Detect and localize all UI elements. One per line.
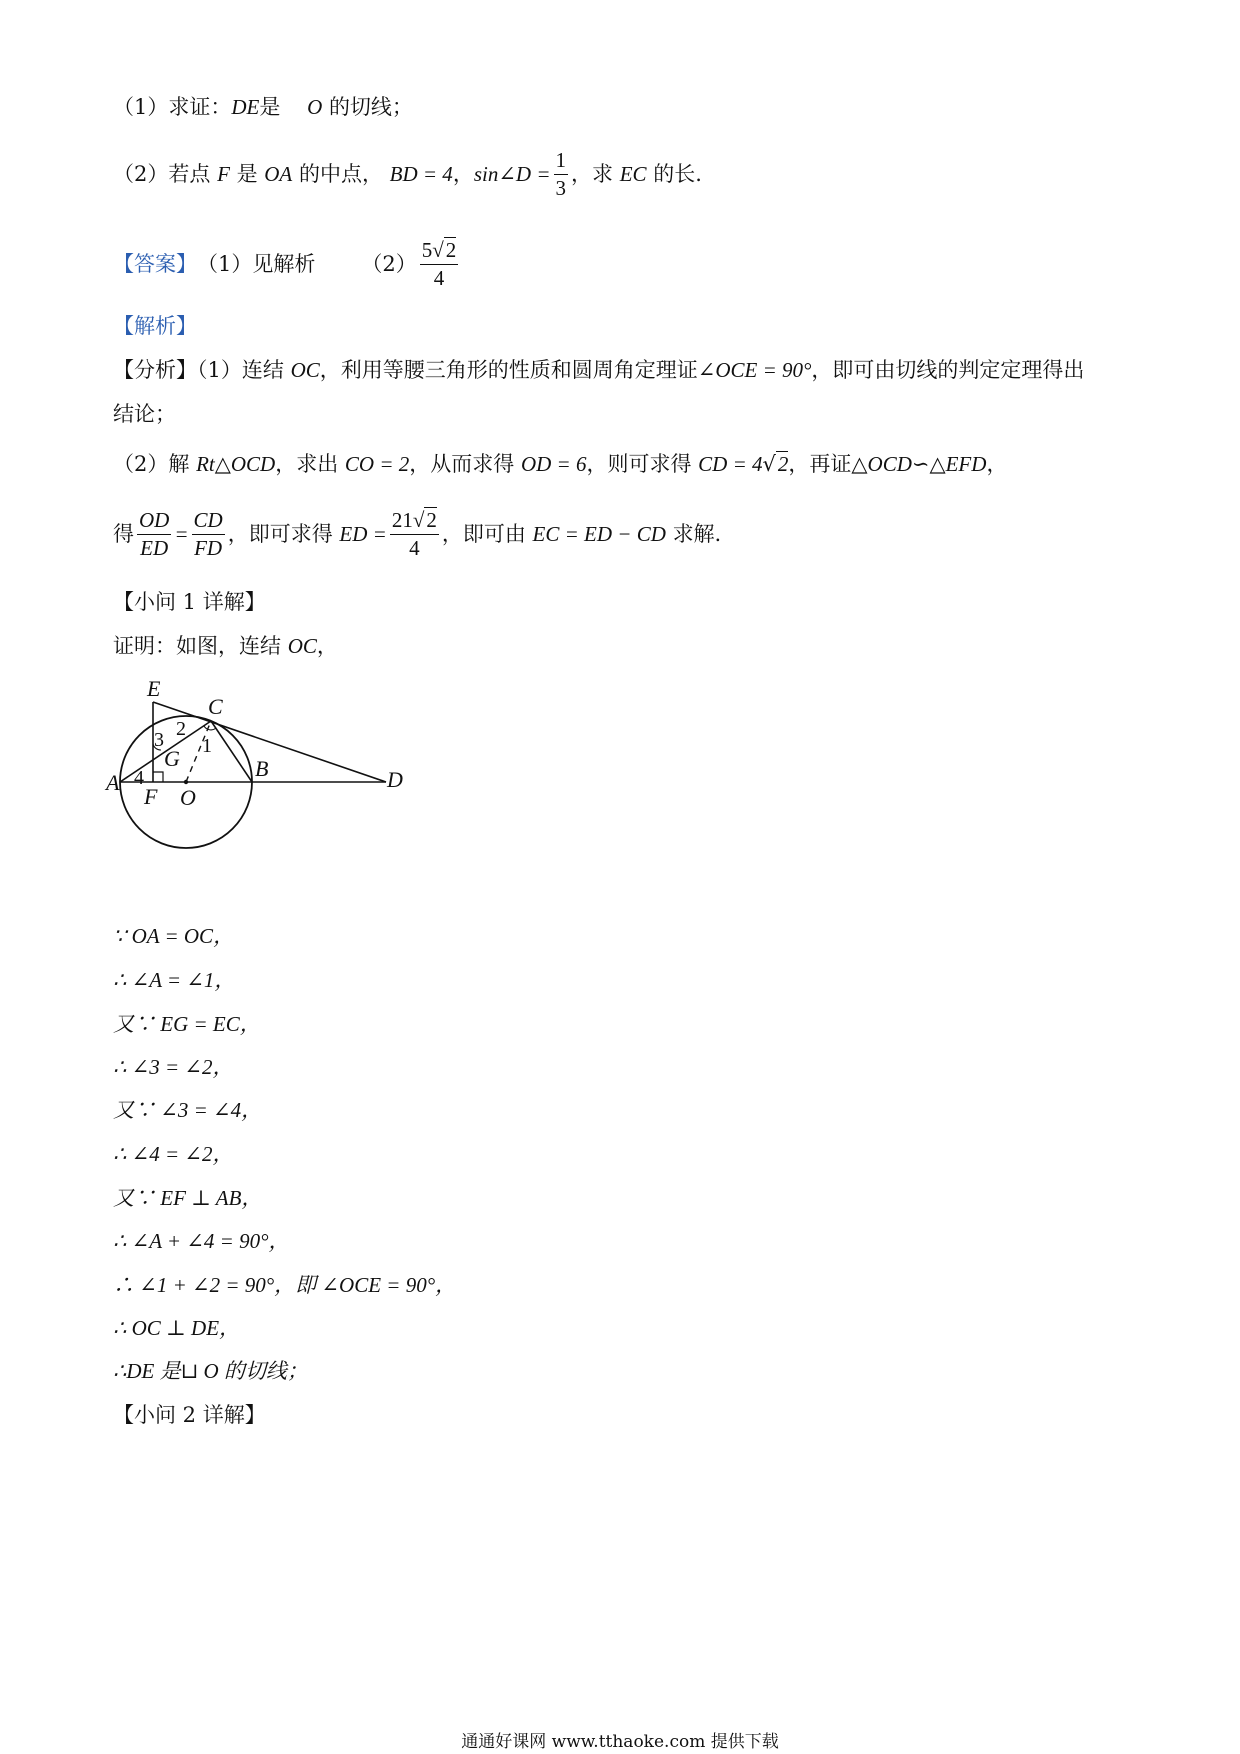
q2-bd: BD = 4 (389, 162, 453, 186)
label-b: B (255, 756, 269, 781)
fraction-ed-value: $\frac{21√2}{4}$ (391, 508, 437, 560)
subquestion-2-title: 【小问 2 详解】 (113, 1403, 266, 1427)
proof-step: 又∵ EG = EC， (113, 1012, 261, 1036)
right-angle-mark (153, 772, 163, 782)
q2-sin: sin∠D = (473, 162, 551, 186)
analysis-line-2: 结论； (113, 402, 176, 426)
q2-text-b: 是 (236, 162, 258, 186)
q1-de: DE (231, 95, 260, 119)
label-f: F (144, 784, 158, 809)
q1-mid: 是 (259, 95, 281, 119)
proof-step: ∴ ∠3 = ∠2， (113, 1055, 234, 1079)
answer-line (113, 240, 461, 289)
label-a: A (106, 770, 120, 795)
answer-2-fraction: $\frac{5√2}{4}$ (421, 238, 457, 290)
q1-o: O (307, 95, 323, 119)
fraction-od-ed: $\frac{OD}{ED}$ (139, 508, 170, 560)
q2-text-c: 的中点， (298, 162, 383, 186)
label-c: C (208, 694, 223, 719)
proof-step: ∴ ∠1 + ∠2 = 90°，即 ∠OCE = 90°， (113, 1273, 457, 1297)
q2-oa: OA (264, 162, 293, 186)
subquestion-1-title: 【小问 1 详解】 (113, 590, 266, 614)
label-4: 4 (134, 767, 144, 789)
point-o (184, 780, 188, 784)
q2-f: F (217, 162, 230, 186)
answer-1: （1）见解析 (197, 252, 316, 276)
label-2: 2 (176, 718, 186, 740)
question-2: （2）若点 F 是 OA 的中点， BD = 4 ， sin∠D = $\frac{1}{3}$ ，求 EC 的长. (113, 148, 702, 200)
answer-2-label: （2） (361, 252, 417, 276)
q1-text: （1）求证： (113, 95, 232, 119)
analysis-line-1: 【分析】（1）连结 OC，利用等腰三角形的性质和圆周角定理证∠OCE = 90°，即可由切线的判定定理得出 (113, 358, 1085, 382)
q2-text-d: ，求 (571, 162, 614, 186)
proof-step: ∴ ∠A = ∠1， (113, 968, 236, 992)
footer: 通通好课网 www.tthaoke.com 提供下载 (461, 1732, 779, 1752)
proof-step: ∴ OC ⊥ DE， (113, 1316, 241, 1340)
label-3: 3 (154, 729, 164, 751)
line-cb (211, 721, 252, 782)
proof-step: ∴DE 是⊔ O 的切线； (113, 1359, 308, 1383)
fraction-cd-fd: $\frac{CD}{FD}$ (193, 508, 223, 560)
q1-end: 的切线； (328, 95, 413, 119)
label-g: G (164, 746, 180, 771)
q2-text-a: （2）若点 (113, 162, 211, 186)
q2-text-e: 的长. (653, 162, 702, 186)
label-d: D (387, 767, 403, 792)
label-o: O (180, 785, 196, 810)
q2-ec: EC (619, 162, 647, 186)
proof-step: ∵ OA = OC， (113, 924, 235, 948)
analysis-line-4: 得 $\frac{OD}{ED}$ = $\frac{CD}{FD}$ ，即可求得 ED = $\frac{21√2}{4}$ ，即可由 EC = ED − CD 求解. (113, 508, 722, 560)
proof-intro: 证明：如图，连结 OC， (113, 634, 338, 658)
answer-tag: 【答案】 (113, 252, 197, 276)
label-1: 1 (202, 735, 212, 757)
analysis-line-3: （2）解 Rt△OCD，求出 CO = 2，从而求得 OD = 6，则可求得 CD = 4√2，再证△OCD∽△EFD， (113, 452, 1008, 476)
proof-step: 又∵ ∠3 = ∠4， (113, 1098, 263, 1122)
proof-step: 又∵ EF ⊥ AB， (113, 1186, 263, 1210)
proof-step: ∴ ∠4 = ∠2， (113, 1142, 234, 1166)
geometry-figure (106, 672, 470, 872)
jiexi-tag: 【解析】 (113, 314, 197, 338)
proof-step: ∴ ∠A + ∠4 = 90°， (113, 1229, 290, 1253)
line-ed (153, 702, 386, 782)
question-1 (113, 97, 413, 118)
q2-fraction: $\frac{1}{3}$ (555, 148, 567, 200)
label-e: E (147, 676, 161, 701)
